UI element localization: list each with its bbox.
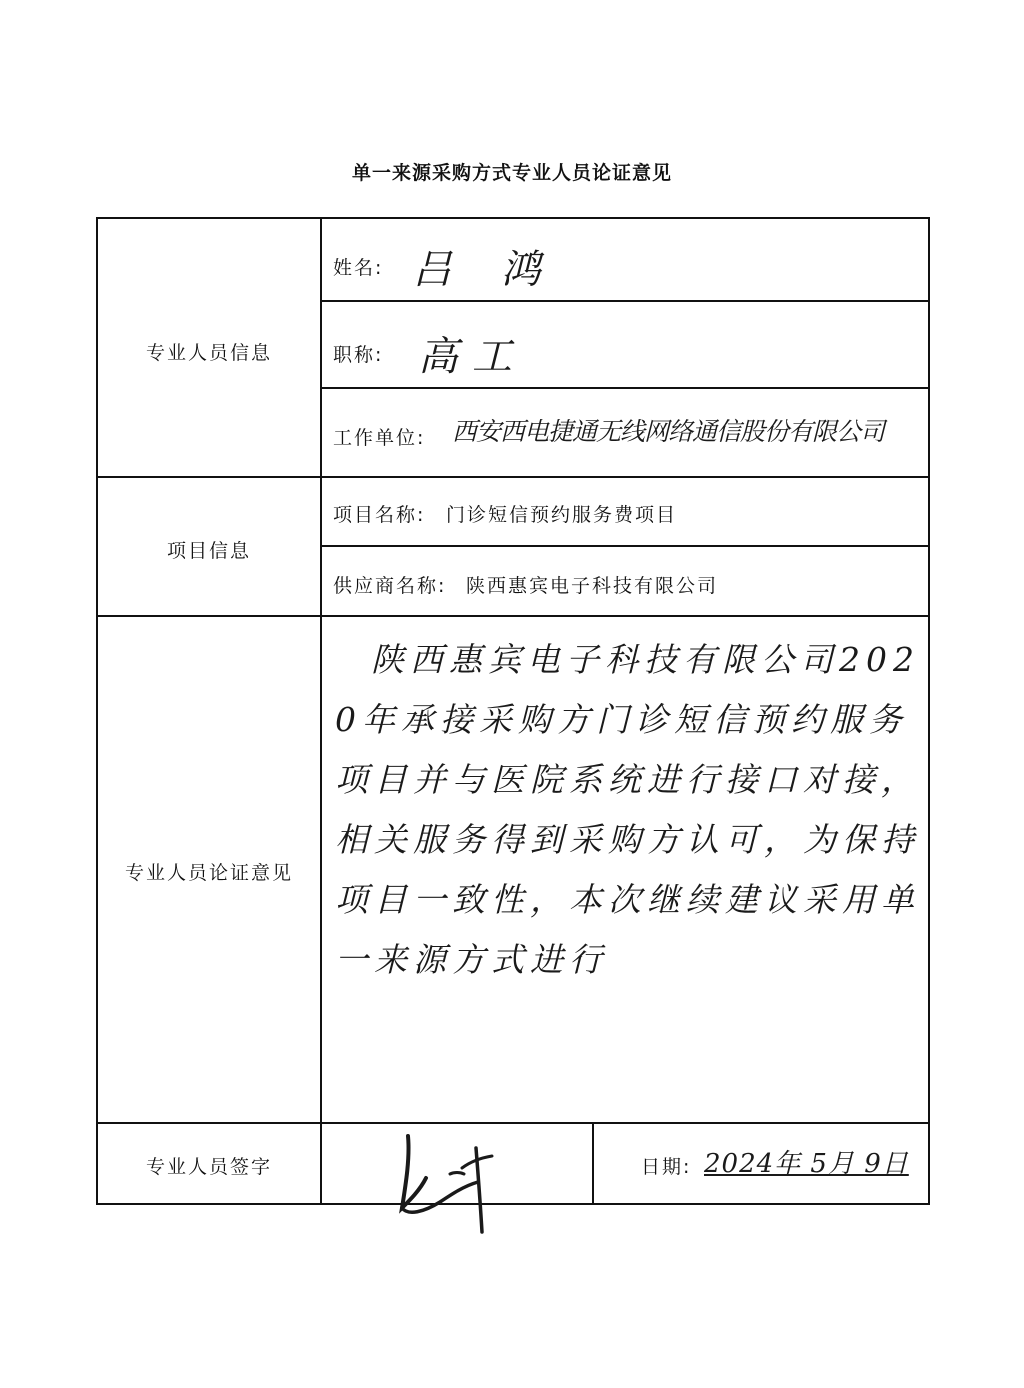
opinion-label: 专业人员论证意见 <box>124 862 293 884</box>
supplier-label: 供应商名称: <box>333 575 447 597</box>
name-label: 姓名: <box>333 257 384 279</box>
title-label: 职称: <box>333 344 384 366</box>
title-value-handwritten: 高工 <box>418 334 526 380</box>
row-divider-project-end <box>96 615 930 617</box>
row-divider-opinion-end <box>96 1122 930 1124</box>
column-divider <box>320 217 322 1205</box>
date-label: 日期: <box>641 1156 692 1178</box>
name-value-handwritten: 吕 鸿 <box>412 247 559 293</box>
personnel-info-label: 专业人员信息 <box>145 342 272 364</box>
project-name-label: 项目名称: <box>333 504 426 526</box>
project-info-label: 项目信息 <box>166 540 251 562</box>
row-divider-title <box>320 387 930 389</box>
row-divider-name <box>320 300 930 302</box>
signature-date-divider <box>592 1122 594 1205</box>
page-title: 单一来源采购方式专业人员论证意见 <box>351 162 672 184</box>
row-divider-project-name <box>320 545 930 547</box>
signature-label: 专业人员签字 <box>145 1156 272 1178</box>
row-divider-personnel-end <box>96 476 930 478</box>
employer-label: 工作单位: <box>333 427 426 449</box>
employer-value-handwritten: 西安西电捷通无线网络通信股份有限公司 <box>452 417 885 446</box>
opinion-text-handwritten: 陕西惠宾电子科技有限公司2020年承接采购方门诊短信预约服务项目并与医院系统进行接口对接，相关服务得到采购方认可，为保持项目一致性，本次继续建议采用单一来源方式进行 <box>335 640 920 979</box>
project-name-value: 门诊短信预约服务费项目 <box>446 504 678 526</box>
supplier-value: 陕西惠宾电子科技有限公司 <box>466 575 719 597</box>
date-value-handwritten: 2024年 5月 9日 <box>704 1149 909 1179</box>
signature-image <box>380 1128 500 1238</box>
